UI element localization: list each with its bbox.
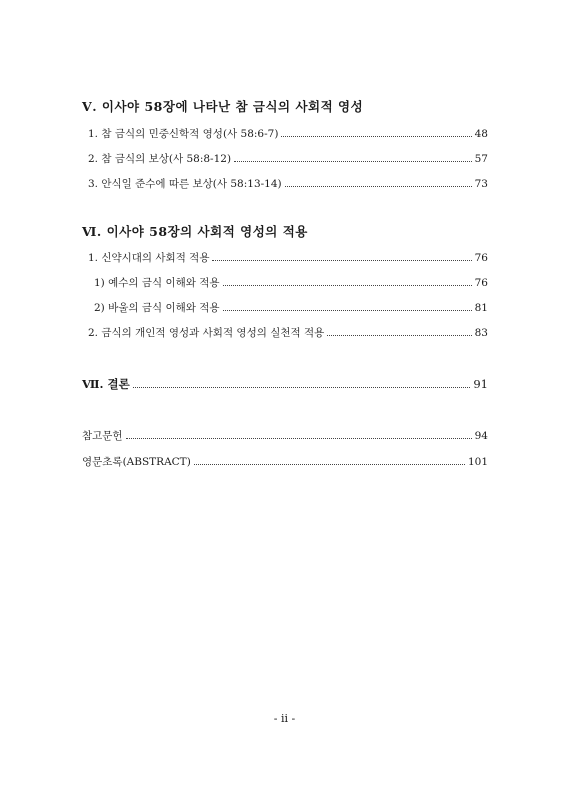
toc-entry [88, 176, 488, 191]
toc-entry-label: 1. 신약시대의 사회적 적용 [88, 252, 210, 264]
dot-leader [223, 285, 472, 286]
dot-leader [212, 260, 471, 261]
page-number-footer: - ii - [273, 712, 296, 725]
toc-entry-label: 영문초록(ABSTRACT) [82, 456, 191, 468]
toc-entry-conclusion [82, 376, 488, 392]
toc-entry-page: 73 [474, 178, 488, 190]
dot-leader [223, 310, 472, 311]
toc-entry-page: 76 [474, 277, 488, 289]
toc-entry-label: Ⅶ. 결론 [82, 377, 130, 391]
dot-leader [327, 335, 471, 336]
toc-entry-page: 91 [473, 377, 488, 391]
toc-entry-references [82, 428, 488, 443]
toc-entry [88, 325, 488, 340]
dot-leader [133, 387, 471, 388]
toc-entry-label: 2. 참 금식의 보상(사 58:8-12) [88, 153, 232, 165]
toc-entry-label: 2. 금식의 개인적 영성과 사회적 영성의 실천적 적용 [88, 327, 325, 339]
dot-leader [285, 186, 472, 187]
section-heading-v: Ⅴ. 이사야 58장에 나타난 참 금식의 사회적 영성 [82, 99, 364, 114]
toc-entry [94, 300, 488, 315]
toc-entry [88, 151, 488, 166]
dot-leader [281, 136, 471, 137]
toc-entry-label: 2) 바울의 금식 이해와 적용 [94, 302, 220, 314]
dot-leader [234, 161, 472, 162]
toc-entry [94, 275, 488, 290]
toc-entry-label: 참고문헌 [82, 430, 123, 442]
toc-entry-page: 81 [474, 302, 488, 314]
toc-entry-abstract [82, 454, 488, 469]
toc-entry-page: 76 [474, 252, 488, 264]
dot-leader [194, 464, 465, 465]
toc-entry-label: 3. 안식일 준수에 따른 보상(사 58:13-14) [88, 178, 282, 190]
toc-entry [88, 126, 488, 141]
toc-entry-page: 57 [474, 153, 488, 165]
section-heading-vi: Ⅵ. 이사야 58장의 사회적 영성의 적용 [82, 224, 308, 239]
dot-leader [126, 438, 472, 439]
toc-entry [88, 250, 488, 265]
toc-entry-page: 94 [474, 430, 488, 442]
toc-entry-page: 48 [474, 128, 488, 140]
toc-entry-page: 83 [474, 327, 488, 339]
toc-entry-page: 101 [467, 456, 488, 468]
toc-entry-label: 1) 예수의 금식 이해와 적용 [94, 277, 220, 289]
toc-entry-label: 1. 참 금식의 민중신학적 영성(사 58:6-7) [88, 128, 279, 140]
